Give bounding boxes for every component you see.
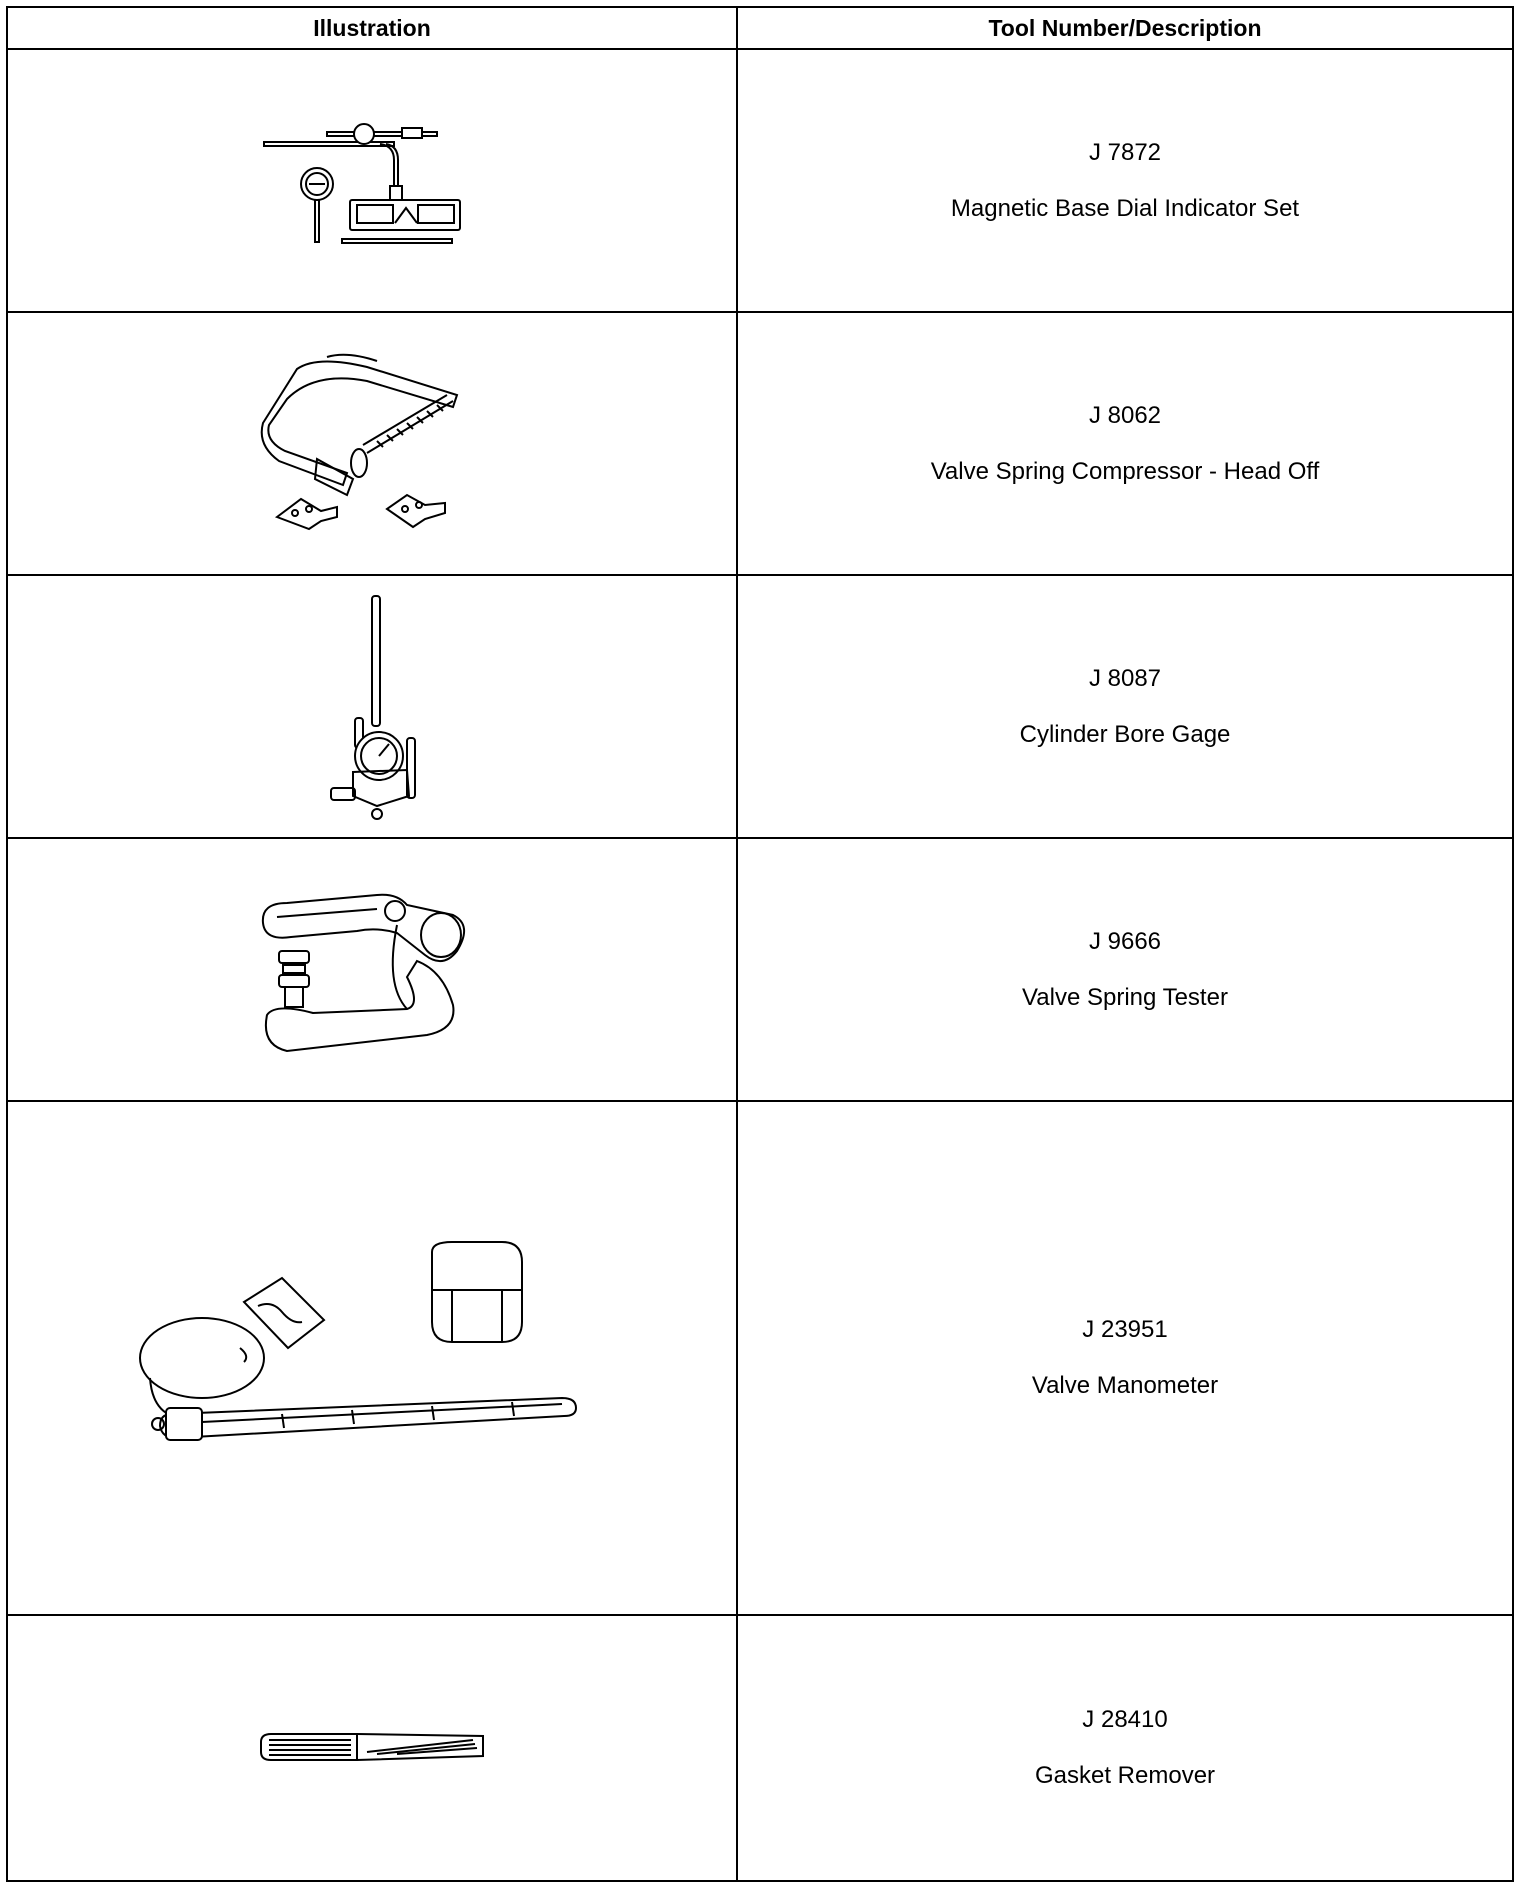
- gasket-remover-icon: [257, 1728, 487, 1768]
- illustration-cell: [7, 49, 737, 312]
- tool-cell: [737, 312, 1513, 575]
- dial-indicator-set-icon: [262, 116, 482, 246]
- tool-description: Valve Spring Tester: [1022, 983, 1228, 1011]
- tool-number: J 28410: [1082, 1706, 1168, 1733]
- tool-cell: [737, 1615, 1513, 1881]
- table-row: [7, 838, 1513, 1101]
- valve-manometer-icon: [132, 1238, 612, 1478]
- tool-number: J 23951: [1082, 1316, 1168, 1343]
- header-tool-description: Tool Number/Description: [737, 7, 1513, 49]
- illustration-cell: [7, 1101, 737, 1615]
- table-header-row: [7, 7, 1513, 49]
- table-row: [7, 1101, 1513, 1615]
- tool-description: Valve Spring Compressor - Head Off: [930, 457, 1320, 485]
- table-row: [7, 312, 1513, 575]
- illustration-cell: [7, 1615, 737, 1881]
- illustration-cell: [7, 575, 737, 838]
- illustration-cell: [7, 838, 737, 1101]
- special-tools-table: [6, 6, 1514, 1882]
- tool-cell: [737, 1101, 1513, 1615]
- tool-cell: [737, 838, 1513, 1101]
- tool-description: Magnetic Base Dial Indicator Set: [950, 194, 1300, 222]
- tool-cell: [737, 49, 1513, 312]
- tool-description: Gasket Remover: [1034, 1762, 1216, 1789]
- tool-description: Cylinder Bore Gage: [1019, 720, 1231, 748]
- valve-spring-tester-icon: [257, 885, 487, 1055]
- table-row: [7, 575, 1513, 838]
- table-row: [7, 49, 1513, 312]
- tool-description: Valve Manometer: [1031, 1372, 1219, 1399]
- valve-spring-compressor-icon: [257, 349, 487, 539]
- tool-number: J 9666: [1088, 927, 1162, 955]
- table-row: [7, 1615, 1513, 1881]
- special-tools-sheet: [6, 6, 1512, 1878]
- tool-number: J 8087: [1088, 664, 1162, 692]
- cylinder-bore-gage-icon: [317, 592, 427, 822]
- header-illustration: Illustration: [7, 7, 737, 49]
- tool-cell: [737, 575, 1513, 838]
- illustration-cell: [7, 312, 737, 575]
- tool-number: J 7872: [1088, 138, 1162, 166]
- tool-number: J 8062: [1088, 401, 1162, 429]
